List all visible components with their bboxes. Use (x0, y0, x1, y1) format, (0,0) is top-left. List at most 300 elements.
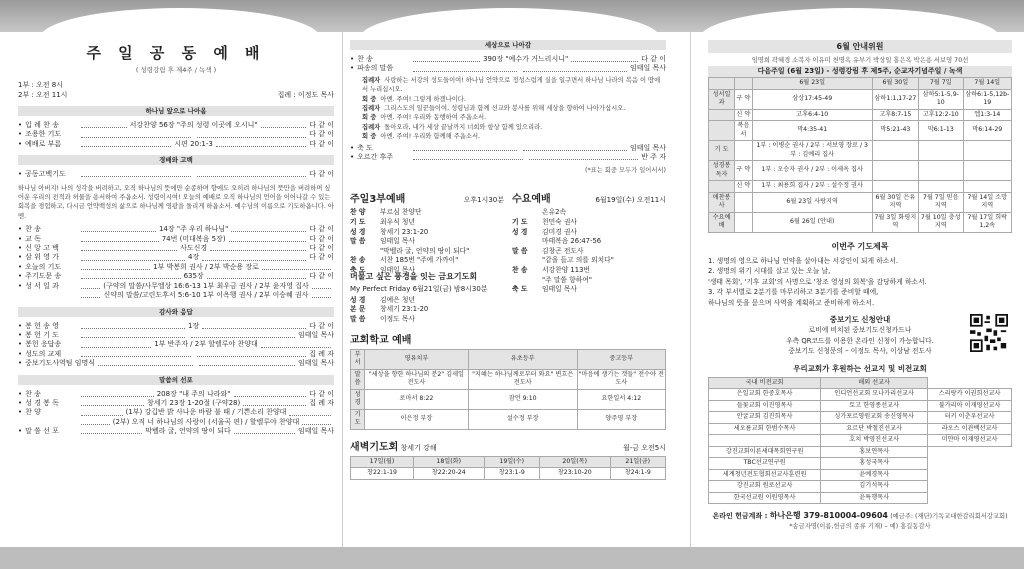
line-text: 아멘. 주여! 우리와 함께해 주옵소서. (380, 133, 481, 141)
responsive-line (362, 104, 666, 113)
table-cell: 6월 30일 은유지역 (872, 192, 918, 212)
order-row (18, 418, 334, 427)
table-cell: 수요예배 (709, 212, 735, 232)
order-item-detail: 14장 "주 우리 하나님" (158, 225, 229, 234)
leader-dots (243, 401, 306, 406)
order-item-leader: 다 같 이 (309, 272, 334, 281)
header-cell (709, 78, 735, 90)
line-value: 창세기 23:1-20 (380, 227, 429, 236)
service-line (350, 228, 504, 238)
line-text: 돌아오라, 내가 세상 끝날까지 너희와 항상 함께 있으리라. (384, 123, 543, 131)
order-item-label: • 주기도문 송 (18, 272, 78, 281)
order-item-leader: 집 례 자 (309, 349, 334, 358)
page-subtitle: ( 성령강림 후 제4주 / 녹색 ) (135, 66, 217, 74)
leader-dots (261, 123, 307, 128)
order-item-leader: 다 같 이 (309, 225, 334, 234)
table-cell: 안굴교회 김진희목사 (709, 412, 821, 424)
service-line (350, 296, 500, 306)
order-list (18, 390, 334, 437)
line-label: 축 도 (512, 285, 528, 294)
line-text: 사랑하는 서강의 성도들이여! 하나님 언약으로 정성스럽게 실을 일구면서 하나님 나라의 복음 이 땅에서 누리십시오. (362, 76, 661, 94)
leader-dots (210, 246, 306, 251)
order-item-label: • 찬 송 (18, 225, 78, 234)
table-cell: 홍성국목사 (821, 458, 928, 470)
next-sunday: 다음주일 (6월 23일) - 성령강림 후 제5주, 순교자기념주일 / 녹색 (708, 66, 1012, 77)
table-cell: 들꽃교회 이진영목사 (709, 400, 821, 412)
line-value: 임태일 목사 (380, 266, 415, 275)
table-cell: 고후6:4-10 (752, 109, 872, 121)
order-item-label: • 조용한 기도 (18, 130, 78, 139)
table-cell: 이은정 부장 (365, 409, 469, 429)
service-title: 수요예배 (512, 194, 551, 206)
leader-dots (81, 411, 123, 416)
line-text: 아멘. 주여! 우리와 동행하여 주옵소서. (380, 114, 487, 122)
table-cell: 1부 : 이병순 권사 / 2부 : 서보영 장로 / 3부 : 김예리 집사 (752, 141, 872, 161)
speaker: 집례자 (362, 76, 381, 84)
service-time-1: 1부 : 오전 8시 (18, 81, 63, 89)
header-cell: 7월 7일 (918, 78, 963, 90)
dawn-theme: 창세기 강해 (400, 443, 437, 452)
section-header: 이번주 기도제목 (831, 241, 889, 251)
service-time: 6월19일(수) 오전11시 (595, 196, 666, 205)
service-line (350, 256, 504, 266)
offering-label: 온라인 헌금계좌 : (712, 512, 768, 520)
table-cell (963, 141, 1011, 161)
leader-dots (207, 274, 307, 279)
fold-line (342, 32, 343, 547)
section-header: 중보기도 신청안내 (829, 315, 891, 324)
order-row (350, 55, 666, 64)
leader-dots (81, 172, 191, 177)
table-row (709, 181, 1012, 193)
service-line (350, 237, 504, 247)
order-item-label: • 말 씀 선 포 (18, 427, 78, 436)
prayer-list (708, 256, 1012, 309)
service-line (512, 266, 666, 276)
leader-dots (81, 123, 127, 128)
line-value: 서강찬양 113번 (542, 266, 590, 275)
table-cell: 엡1:3-14 (963, 109, 1011, 121)
order-item-label: • 봉헌 응답송 (18, 340, 78, 349)
service-line (512, 237, 666, 247)
info-line: 로비에 비치된 중보기도신청카드나 (808, 326, 912, 334)
order-item-leader: 다 같 이 (309, 130, 334, 139)
table-cell: 김기석목사 (821, 481, 928, 493)
table-cell: 토고 한영종선교사 (821, 400, 928, 412)
table-cell: 강진교회이른세대목회연구원 (709, 446, 821, 458)
order-item-label: • 신 앙 고 백 (18, 244, 78, 253)
responsive-line (362, 113, 666, 122)
line-label: 찬 송 (350, 256, 366, 265)
table-cell (872, 181, 918, 193)
leader-dots (231, 227, 306, 232)
fold-line (690, 32, 691, 547)
table-row (709, 89, 1012, 109)
table-cell: TBC선교연구원 (709, 458, 821, 470)
leader-dots (197, 172, 307, 177)
leader-dots (413, 155, 523, 160)
speaker: 회 중 (362, 133, 377, 141)
order-row (18, 272, 334, 281)
table-cell: 윤특행목사 (821, 492, 928, 504)
table-cell: 애찬봉사 (709, 192, 735, 212)
table-cell: 구 약 (735, 89, 753, 109)
order-item-detail: 208장 "내 주의 나라와" (156, 389, 231, 398)
service-line (350, 315, 500, 325)
order-row (18, 140, 334, 149)
table-cell (735, 212, 753, 232)
table-cell: 강진교회 원로선교사 (709, 481, 821, 493)
leader-dots (302, 420, 331, 425)
leader-dots (81, 392, 154, 397)
order-item-label: • 봉 헌 송 영 (18, 322, 78, 331)
leader-dots (81, 274, 181, 279)
leader-dots (202, 324, 306, 329)
order-item-label: • 교 독 (18, 235, 78, 244)
order-item-leader: 반 주 자 (641, 153, 666, 162)
service-title: 교회학교 예배 (350, 334, 412, 346)
table-row (709, 458, 1012, 470)
order-item-detail: (구약의 말씀/사무엘상 16:6-13 1부 최우금 권사 / 2부 윤자영 집사 (103, 281, 309, 290)
leader-dots (312, 284, 331, 289)
table-cell: 요한일서 4:12 (577, 389, 665, 409)
service-line (512, 218, 666, 228)
leader-dots (202, 256, 306, 261)
qr-code-icon[interactable] (970, 314, 1008, 352)
order-row (350, 64, 666, 73)
table-cell: 신 약 (735, 181, 753, 193)
table-cell: 세계청년전도협회선교사훈련원 (709, 469, 821, 481)
order-item-label: • 찬 양 (18, 408, 78, 417)
line-value: 최우식 청년 (380, 218, 415, 227)
table-cell: 고후8:7-15 (872, 109, 918, 121)
line-value: 부르심 찬양단 (380, 208, 422, 217)
table-row (709, 469, 1012, 481)
table-cell: "지혜는 하나님께로부터 와요" 변흐은 전도사 (468, 369, 577, 389)
order-list (18, 121, 334, 149)
table-row (709, 446, 1012, 458)
table-row (709, 481, 1012, 493)
leader-dots (81, 324, 185, 329)
top-band (0, 0, 1024, 32)
leader-dots (81, 420, 110, 425)
leader-dots (81, 133, 191, 138)
table-cell (735, 192, 753, 212)
order-row (18, 225, 334, 234)
order-item-leader: 임태일 목사 (297, 359, 334, 368)
order-item-detail: 사도신경 (180, 244, 208, 253)
service-line (512, 276, 666, 286)
table-cell: 설수정 부장 (468, 409, 577, 429)
leader-dots (261, 343, 331, 348)
leader-dots (81, 256, 185, 261)
responsive-line (362, 76, 666, 95)
order-row (18, 244, 334, 253)
order-row (18, 282, 334, 291)
service-time-2: 2부 : 오전 11시 (18, 91, 68, 99)
order-item-label: • 삼 위 영 가 (18, 253, 78, 262)
section-header: 경배와 고백 (18, 155, 334, 165)
leader-dots (234, 392, 307, 397)
table-cell: 양주영 부장 (577, 409, 665, 429)
table-cell: 고후12:2-10 (918, 109, 963, 121)
prayer-item: 3. 각 부서별로 2분기를 마무리하고 3분기를 준비할 때에, (708, 288, 879, 296)
table-row (709, 435, 1012, 447)
header-cell: 7월 14일 (963, 78, 1011, 90)
text-cell: 창22:20-24 (414, 468, 485, 480)
responsive-line (362, 132, 666, 141)
header-cell (735, 78, 753, 90)
table-cell (735, 141, 753, 161)
line-label: 기 도 (512, 218, 528, 227)
order-item-leader: 다 같 이 (309, 321, 334, 330)
account-owner: (예금주: (재단)기독교대한감리회서강교회) (890, 513, 1008, 520)
day-cell: 17일(월) (351, 456, 414, 468)
order-row (18, 322, 334, 331)
leader-dots (523, 146, 627, 151)
table-row (709, 492, 1012, 504)
order-list (350, 55, 666, 74)
table-cell: 불가리아 이재영선교사 (928, 400, 1012, 412)
order-item-label: • 성 경 봉 독 (18, 399, 78, 408)
leader-dots (571, 57, 638, 62)
order-row (18, 350, 334, 359)
service-order (350, 208, 504, 275)
table-cell: 국내 비전교회 (709, 377, 821, 389)
service-title: 머물고 싶은 풍경을 잇는 금요기도회 (350, 271, 478, 281)
leader-dots (413, 67, 517, 72)
order-item-detail: 1부 박봉희 권사 / 2부 박순용 장로 (153, 262, 259, 271)
order-row (350, 153, 666, 162)
table-cell: 스리랑카 이권희선교사 (928, 389, 1012, 401)
line-label: 본 문 (350, 305, 366, 314)
leader-dots (262, 265, 331, 270)
table-cell: 기 도 (709, 141, 735, 161)
table-cell (918, 181, 963, 193)
section-header: 세상으로 나아감 (350, 40, 666, 50)
section-header: 말씀의 선포 (18, 375, 334, 385)
section-header: 감사와 응답 (18, 307, 334, 317)
line-label: 찬 양 (350, 208, 366, 217)
line-label: 말 씀 (350, 315, 366, 323)
table-row (709, 400, 1012, 412)
table-cell: 막5:21-43 (872, 121, 918, 141)
table-cell: 7월 3일 화평지역 (872, 212, 918, 232)
header-cell: 6월 23일 (752, 78, 872, 90)
order-item-label: • 찬 송 (350, 55, 410, 64)
service-line (350, 208, 504, 218)
order-row (18, 170, 334, 179)
table-cell: 한국선교원 이원영목사 (709, 492, 821, 504)
leader-dots (81, 429, 142, 434)
service-time: My Perfect Friday 6월21일(금) 밤8시30분 (350, 284, 488, 293)
leader-dots (413, 146, 517, 151)
table-cell: 구 약 (735, 161, 753, 181)
table-cell: "세상을 향한 하나님의 분2" 김세일 전도사 (365, 369, 469, 389)
order-row (18, 340, 334, 349)
sending-responsive (362, 76, 666, 142)
table-header-row (351, 456, 666, 468)
announcements-panel (708, 36, 1012, 544)
text-cell: 창22:1-19 (351, 468, 414, 480)
table-row (709, 412, 1012, 424)
header-cell: 6월 30일 (872, 78, 918, 90)
order-item-label: • 오르간 후주 (350, 153, 410, 162)
line-value: 천민숙 권사 (542, 218, 577, 227)
order-item-label: • 봉 헌 기 도 (18, 331, 78, 340)
worship-order-panel (18, 36, 334, 544)
header-cell: 부서 (351, 349, 365, 369)
order-item-detail: 1부 반주자 / 2부 할렐루야 찬양대 (154, 340, 258, 349)
leader-dots (81, 265, 150, 270)
table-row (709, 212, 1012, 232)
text-cell: 창23:1-9 (484, 468, 539, 480)
section-header: 6월 안내위원 (708, 40, 1012, 53)
table-cell: 7월 17일 희락1,2속 (963, 212, 1011, 232)
order-item-detail: 1장 (188, 321, 200, 330)
leader-dots (216, 142, 306, 147)
page-title: 주 일 공 동 예 배 (86, 44, 266, 62)
table-row (351, 409, 666, 429)
day-cell: 19일(수) (484, 456, 539, 468)
table-cell: 막4:35-41 (752, 121, 872, 141)
order-row (18, 121, 334, 130)
table-cell: 신 약 (735, 109, 753, 121)
order-item-leader: 임태일 목사 (297, 427, 334, 436)
order-row (18, 390, 334, 399)
order-item-leader: 임태일 목사 (629, 64, 666, 73)
service-line (512, 228, 666, 238)
line-value: 서찬 185번 "주에 가까이" (380, 256, 459, 265)
service-time: 월-금 오전5시 (622, 443, 666, 452)
table-cell: 해외 선교사 (821, 377, 928, 389)
leader-dots (413, 57, 480, 62)
order-item-leader: 임태일 목사 (629, 143, 666, 152)
prayer-item: 하나님의 뜻을 묻으며 사역을 계획하고 준비하게 하소서. (708, 298, 875, 307)
table-cell: 은일교회 한중호목사 (709, 389, 821, 401)
schedule-table (708, 77, 1012, 233)
sunday-school-table (350, 349, 666, 430)
service-time: 오후1시30분 (463, 196, 504, 205)
table-cell: 1부 : 최용희 집사 / 2부 : 설수정 권사 (752, 181, 872, 193)
order-item-detail: 4장 (188, 253, 200, 262)
prayer-item: 2. 생명의 위기 시대를 살고 있는 오늘 날, (708, 267, 831, 275)
text-cell: 창24:1-9 (610, 468, 666, 480)
line-label: 기 도 (350, 218, 366, 227)
ushers-list: 임명희 곽혜경 소복자 이유미 천명옥 유부기 박상일 홍은옥 박은용 서보영 70선 (751, 57, 969, 64)
order-item-label: • 파송의 말씀 (350, 64, 410, 73)
leader-dots (197, 352, 307, 357)
table-cell (872, 141, 918, 161)
order-row (18, 253, 334, 262)
table-cell: 삼하6:1-5,12b-19 (963, 89, 1011, 109)
table-cell: 삼상17:45-49 (752, 89, 872, 109)
order-item-detail: 막벨라 굴, 언약의 땅이 되다 (145, 427, 231, 436)
info-line: 중보기도 신청문의 – 이정도 목사, 이상남 전도사 (788, 347, 932, 355)
order-row (18, 359, 334, 368)
order-list (350, 144, 666, 163)
order-row (18, 331, 334, 340)
section-header: 하나님 앞으로 나아옴 (18, 106, 334, 116)
leader-dots (199, 361, 294, 366)
leader-dots (529, 155, 639, 160)
leader-dots (191, 333, 295, 338)
order-item-detail: 서강찬양 56장 "주의 성령 이곳에 오시니" (129, 121, 258, 129)
order-item-leader: 다 같 이 (309, 253, 334, 262)
table-row (709, 109, 1012, 121)
table-cell: 막6:14-29 (963, 121, 1011, 141)
table-header-row (351, 349, 666, 369)
line-text: 그리스도의 일꾼들이여, 성령님과 함께 선교와 봉사를 위해 세상을 향하여 나아가십시오. (384, 105, 626, 113)
info-line: 우측 QR코드를 이용한 온라인 신청이 가능합니다. (786, 336, 934, 345)
line-value: 임태일 목사 (380, 237, 415, 246)
table-cell: 라오스 이관백선교사 (928, 423, 1012, 435)
line-text: 아멘. 주여! 그렇게 하겠나이다. (380, 95, 466, 103)
table-cell (918, 161, 963, 181)
table-row (709, 141, 1012, 161)
services-panel (350, 36, 666, 544)
line-value: 창세기 23:1-20 (380, 305, 429, 314)
table-header-row (709, 78, 1012, 90)
order-row (18, 291, 334, 300)
order-list (18, 322, 334, 369)
table-cell: "마음에 생기는 갯들" 전수아 전도사 (577, 369, 665, 389)
table-row (351, 389, 666, 409)
order-item-label: • 입 례 찬 송 (18, 121, 78, 130)
leader-dots (289, 411, 331, 416)
table-cell (963, 161, 1011, 181)
table-cell: 성경봉독자 (709, 161, 735, 181)
order-item-detail: 74번 (미대복음 5장) (161, 234, 226, 243)
service-line (512, 256, 666, 266)
leader-dots (229, 237, 307, 242)
leader-dots (81, 352, 191, 357)
speaker: 집례자 (362, 105, 381, 113)
table-cell: 호치 박영진선교사 (821, 435, 928, 447)
line-label: 말 씀 (350, 237, 366, 246)
table-cell: 기도 (351, 409, 365, 429)
leader-dots (523, 67, 627, 72)
service-line (350, 305, 500, 315)
line-label: 성 경 (350, 227, 366, 236)
line-value: 온유2속 (542, 208, 567, 217)
table-cell: 요르단 박철진선교사 (821, 423, 928, 435)
day-cell: 20일(목) (539, 456, 610, 468)
table-cell (963, 181, 1011, 193)
order-item-label: • 찬 송 (18, 390, 78, 399)
line-label: 찬 송 (512, 266, 528, 275)
order-row (18, 235, 334, 244)
line-value: 김예은 청년 (380, 295, 415, 304)
prayer-item: 1. 생명의 영으로 하나님 언약을 살아내는 서강인이 되게 하소서. (708, 256, 899, 265)
line-value: 이정도 목사 (380, 315, 415, 323)
leader-dots (81, 237, 159, 242)
table-cell: 1부 : 오승자 권사 / 2부 : 이세옥 집사 (752, 161, 872, 181)
table-row (709, 377, 1012, 389)
responsive-line (362, 95, 666, 104)
order-item-leader: 다 같 이 (309, 121, 334, 129)
service-order (512, 208, 666, 294)
line-value: "주 말씀 향하여" (542, 275, 592, 284)
service-line (512, 247, 666, 257)
line-label: 축 도 (350, 266, 366, 275)
order-row (18, 427, 334, 436)
order-item-label: • 성도의 교제 (18, 350, 78, 359)
order-list (18, 225, 334, 300)
header-cell: 유초등부 (468, 349, 577, 369)
order-item-leader: 다 같 이 (309, 139, 334, 148)
table-cell: 복음서 (735, 121, 753, 141)
